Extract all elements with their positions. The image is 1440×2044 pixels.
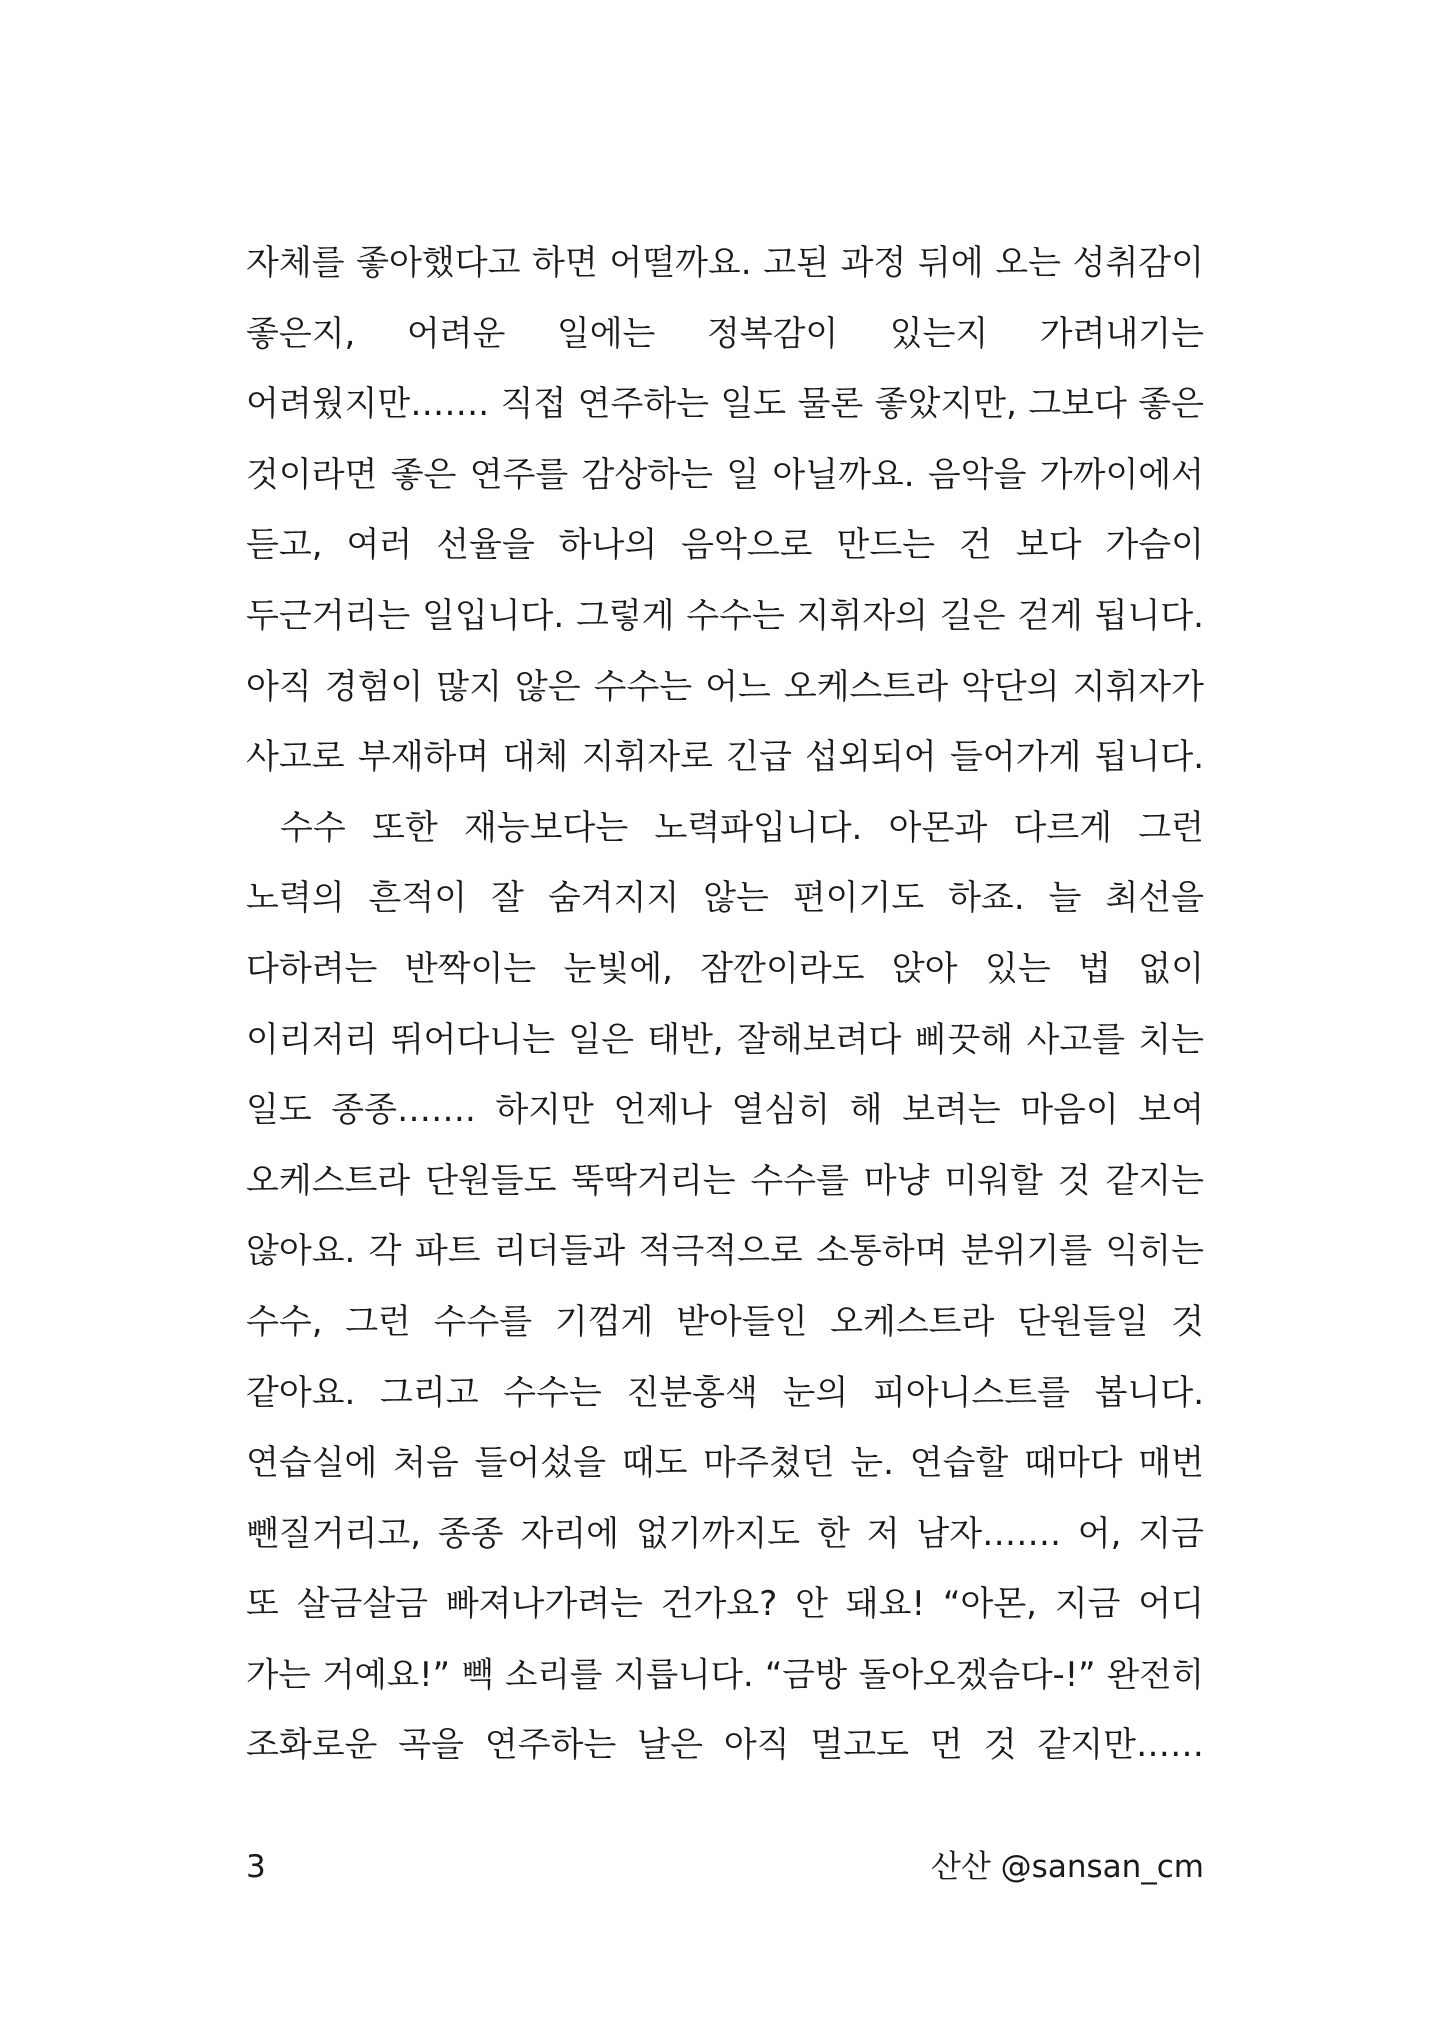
text-line-22: 조화로운 곡을 연주하는 날은 아직 멀고도 먼 것 같지만…… xyxy=(246,1725,1204,1766)
text-line-15: 않아요. 각 파트 리더들과 적극적으로 소통하며 분위기를 익히는 xyxy=(246,1231,1204,1272)
text-line-1: 자체를 좋아했다고 하면 어떨까요. 고된 과정 뒤에 오는 성취감이 xyxy=(246,243,1204,283)
page-number: 3 xyxy=(246,1849,266,1885)
text-line-13: 일도 종종……. 하지만 언제나 열심히 해 보려는 마음이 보여 xyxy=(246,1090,1204,1131)
text-line-19: 뺀질거리고, 종종 자리에 없기까지도 한 저 남자……. 어, 지금 xyxy=(246,1513,1204,1554)
text-line-9: 수수 또한 재능보다는 노력파입니다. 아몬과 다르게 그런 xyxy=(280,807,1204,848)
body-text xyxy=(246,228,1204,1781)
page-footer xyxy=(246,1842,1204,1892)
text-line-20: 또 살금살금 빠져나가려는 건가요? 안 돼요! “아몬, 지금 어디 xyxy=(246,1584,1204,1625)
text-line-7: 아직 경험이 많지 않은 수수는 어느 오케스트라 악단의 지휘자가 xyxy=(246,666,1204,707)
text-line-12: 이리저리 뛰어다니는 일은 태반, 잘해보려다 삐끗해 사고를 치는 xyxy=(246,1019,1204,1060)
text-line-8: 사고로 부재하며 대체 지휘자로 긴급 섭외되어 들어가게 됩니다. xyxy=(246,737,1204,778)
text-line-5: 듣고, 여러 선율을 하나의 음악으로 만드는 건 보다 가슴이 xyxy=(246,525,1204,566)
text-line-10: 노력의 흔적이 잘 숨겨지지 않는 편이기도 하죠. 늘 최선을 xyxy=(246,878,1204,919)
text-line-2: 좋은지, 어려운 일에는 정복감이 있는지 가려내기는 xyxy=(246,313,1204,354)
author-credit: 산산 @sansan_cm xyxy=(930,1849,1204,1885)
text-line-3: 어려웠지만……. 직접 연주하는 일도 물론 좋았지만, 그보다 좋은 xyxy=(246,384,1204,425)
text-line-16: 수수, 그런 수수를 기껍게 받아들인 오케스트라 단원들일 것 xyxy=(246,1301,1204,1342)
text-line-18: 연습실에 처음 들어섰을 때도 마주쳤던 눈. 연습할 때마다 매번 xyxy=(246,1443,1204,1484)
text-line-21: 가는 거예요!” 빽 소리를 지릅니다. “금방 돌아오겠슴다-!” 완전히 xyxy=(246,1654,1204,1694)
text-line-4: 것이라면 좋은 연주를 감상하는 일 아닐까요. 음악을 가까이에서 xyxy=(246,454,1204,495)
text-line-11: 다하려는 반짝이는 눈빛에, 잠깐이라도 앉아 있는 법 없이 xyxy=(246,948,1204,989)
text-line-17: 같아요. 그리고 수수는 진분홍색 눈의 피아니스트를 봅니다. xyxy=(246,1372,1204,1413)
text-line-14: 오케스트라 단원들도 뚝딱거리는 수수를 마냥 미워할 것 같지는 xyxy=(246,1160,1204,1201)
text-line-6: 두근거리는 일입니다. 그렇게 수수는 지휘자의 길은 걷게 됩니다. xyxy=(246,595,1204,636)
